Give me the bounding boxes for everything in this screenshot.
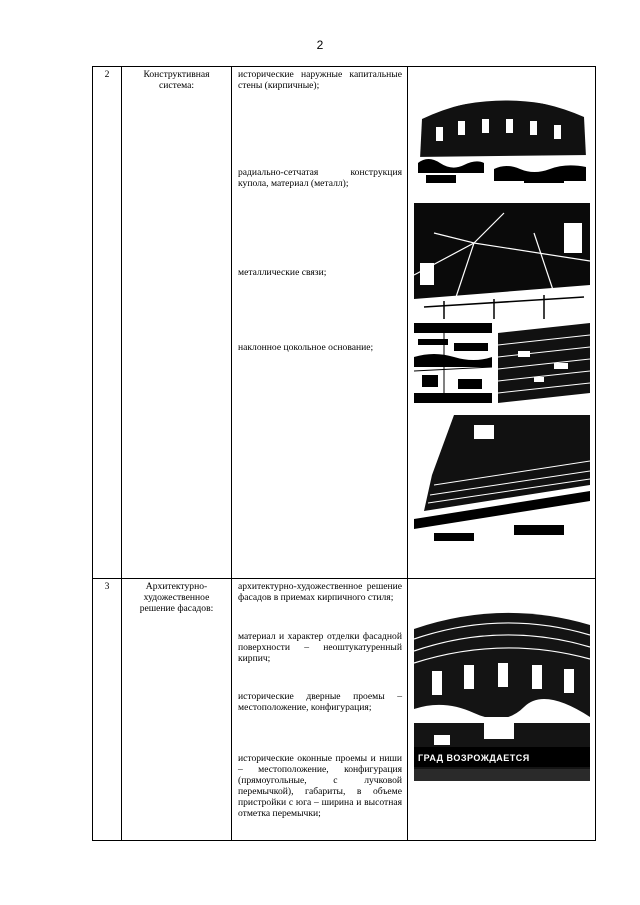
protected-features-table <box>92 66 596 841</box>
photo-facade-closeup <box>414 599 590 781</box>
photo-dome-structure <box>414 203 590 319</box>
row-number: 2 <box>93 67 122 579</box>
photo-rotunda-exterior <box>414 79 590 187</box>
row-description <box>232 579 408 841</box>
description-item: исторические оконные проемы и ниши – местоположение, конфигурация (прямоугольные, с лучковой перемычкой), габариты, в объеме пристройки с юга – ширина и высотная отметка перемычки; <box>238 753 402 819</box>
photo-inclined-plinth <box>414 415 590 549</box>
description-item: исторические наружные капитальные стены (кирпичные); <box>238 69 402 91</box>
description-item: радиально-сетчатая конструкция купола, материал (металл); <box>238 167 402 189</box>
description-item: архитектурно-художественное решение фасадов в приемах кирпичного стиля; <box>238 581 402 603</box>
table-row <box>93 579 596 841</box>
page-number: 2 <box>316 38 324 52</box>
row-description <box>232 67 408 579</box>
row-title: Конструктивная система: <box>122 67 232 579</box>
description-item: металлические связи; <box>238 267 327 278</box>
row-photos <box>408 67 596 579</box>
photo-brick-detail <box>498 323 590 403</box>
row-title: Архитектурно-художественное решение фасадов: <box>122 579 232 841</box>
description-item: исторические дверные проемы – местоположение, конфигурация; <box>238 691 402 713</box>
description-item: наклонное цокольное основание; <box>238 342 374 353</box>
row-photos <box>408 579 596 841</box>
description-item: материал и характер отделки фасадной поверхности – неоштукатуренный кирпич; <box>238 631 402 664</box>
facade-sign-text: ГРАД ВОЗРОЖДАЕТСЯ <box>418 753 530 763</box>
photo-metal-ties <box>414 323 492 403</box>
table-row <box>93 67 596 579</box>
row-number: 3 <box>93 579 122 841</box>
